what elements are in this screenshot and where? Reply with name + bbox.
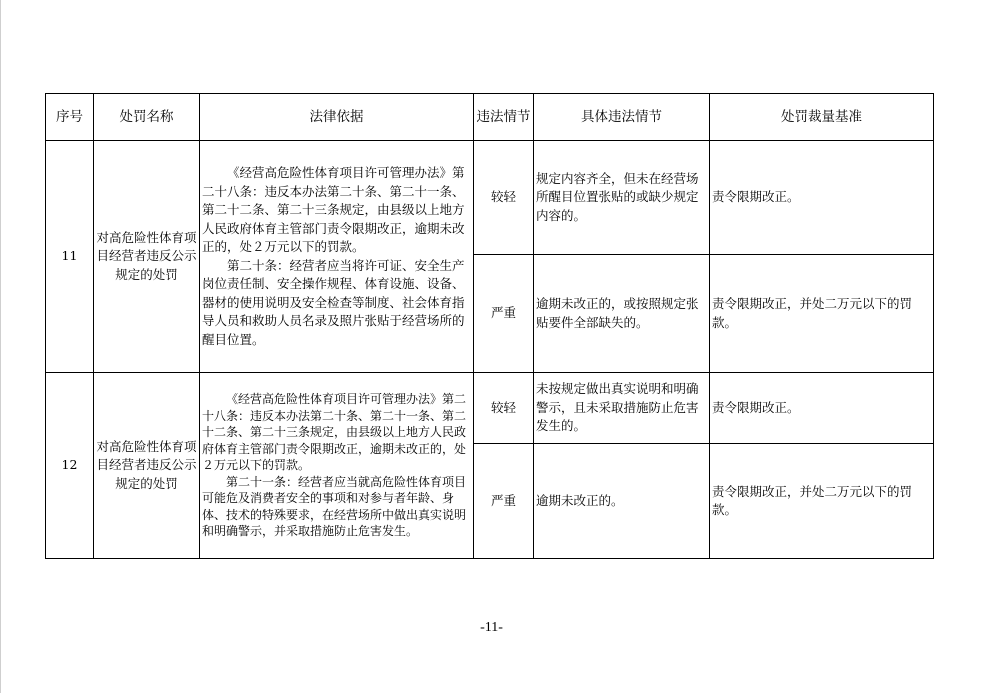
row-penalty-name: 对高危险性体育项目经营者违反公示规定的处罚 — [94, 373, 200, 559]
penalty-table — [45, 93, 934, 559]
legal-basis-paragraph: 《经营高危险性体育项目许可管理办法》第二十八条：违反本办法第二十条、第二十一条、第二十二条、第二十三条规定，由县级以上地方人民政府体育主管部门责令限期改正，逾期未改正的，处２万元以下的罚款。 — [202, 392, 467, 473]
row-legal-basis — [200, 373, 474, 559]
penalty-standard: 责令限期改正。 — [710, 373, 934, 444]
legal-basis-paragraph: 第二十条：经营者应当将许可证、安全生产岗位责任制、安全操作规程、体育设施、设备、器材的使用说明及安全检查等制度、社会体育指导人员和救助人员名录及照片张贴于经营场所的醒目位置。 — [202, 257, 465, 347]
table-row — [46, 373, 934, 444]
table-header-row — [46, 94, 934, 141]
header-specific-violation: 具体违法情节 — [534, 94, 710, 141]
page-edge — [0, 0, 1, 693]
header-legal-basis: 法律依据 — [200, 94, 474, 141]
specific-violation: 未按规定做出真实说明和明确警示，且未采取措施防止危害发生的。 — [534, 373, 710, 444]
header-penalty-standard: 处罚裁量基准 — [710, 94, 934, 141]
header-penalty-name: 处罚名称 — [94, 94, 200, 141]
header-seq: 序号 — [46, 94, 94, 141]
page-number: -11- — [480, 620, 503, 635]
row-seq: 12 — [46, 373, 94, 559]
header-violation-level: 违法情节 — [474, 94, 534, 141]
penalty-standard: 责令限期改正，并处二万元以下的罚款。 — [710, 444, 934, 559]
row-legal-basis — [200, 141, 474, 373]
row-penalty-name: 对高危险性体育项目经营者违反公示规定的处罚 — [94, 141, 200, 373]
specific-violation: 规定内容齐全，但未在经营场所醒目位置张贴的或缺少规定内容的。 — [534, 141, 710, 255]
penalty-standard: 责令限期改正，并处二万元以下的罚款。 — [710, 255, 934, 373]
row-seq: 11 — [46, 141, 94, 373]
legal-basis-paragraph: 第二十一条：经营者应当就高危险性体育项目可能危及消费者安全的事项和对参与者年龄、身体、技术的特殊要求，在经营场所中做出真实说明和明确警示，并采取措施防止危害发生。 — [202, 474, 467, 539]
violation-level: 严重 — [474, 444, 534, 559]
legal-basis-paragraph: 《经营高危险性体育项目许可管理办法》第二十八条：违反本办法第二十条、第二十一条、第二十二条、第二十三条规定，由县级以上地方人民政府体育主管部门责令限期改正，逾期未改正的，处２万元以下的罚款。 — [202, 165, 465, 254]
table-row — [46, 141, 934, 255]
violation-level: 较轻 — [474, 373, 534, 444]
violation-level: 严重 — [474, 255, 534, 373]
penalty-standard: 责令限期改正。 — [710, 141, 934, 255]
specific-violation: 逾期未改正的，或按照规定张贴要件全部缺失的。 — [534, 255, 710, 373]
specific-violation: 逾期未改正的。 — [534, 444, 710, 559]
violation-level: 较轻 — [474, 141, 534, 255]
